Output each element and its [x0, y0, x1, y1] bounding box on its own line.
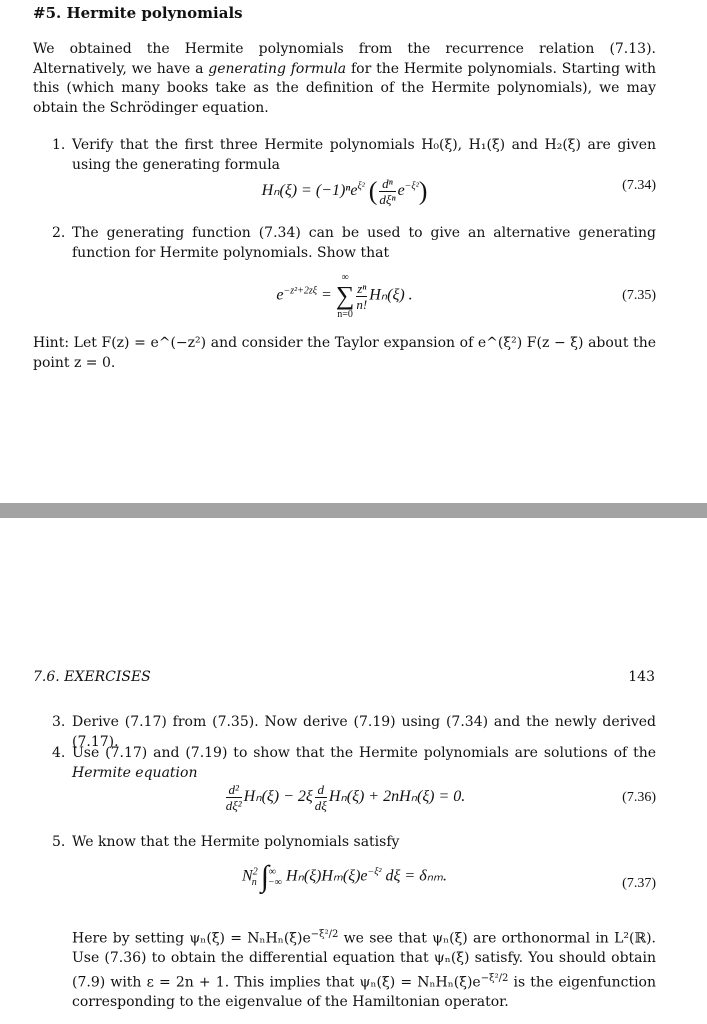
- list-item: [52, 224, 656, 263]
- eq-text: Hₙ(ξ)Hₘ(ξ)e: [285, 867, 368, 885]
- eq-text: Hₙ(ξ) .: [369, 286, 413, 304]
- item-text: Derive (7.17) from (7.35). Now derive (7.19) using (7.34) and the newly derived (7.17).: [72, 714, 656, 750]
- frac-num: d²: [228, 782, 239, 797]
- frac-num: d: [317, 782, 325, 797]
- item-number: 4.: [52, 745, 66, 761]
- list-item: [52, 833, 656, 853]
- eq-sub: n: [251, 876, 257, 888]
- eq-text: dξ = δₙₘ.: [381, 867, 447, 885]
- closing-paragraph: [52, 925, 656, 1012]
- eq-text: Hₙ(ξ) = (−1)ⁿe: [261, 182, 358, 200]
- item-text: Use (7.17) and (7.19) to show that the Hermite polynomials are solutions of the: [72, 745, 656, 761]
- eq-sup: −ξ²/2: [480, 972, 509, 984]
- equation-number: (7.36): [622, 790, 656, 805]
- eq-text: Hₙ(ξ) + 2nHₙ(ξ) = 0.: [328, 788, 466, 806]
- page-number: 143: [628, 669, 655, 685]
- equation-number: (7.35): [622, 288, 656, 303]
- intro-text: We obtained the Hermite polynomials from the recurrence relation (7.13). Alternatively, we have a: [33, 41, 656, 77]
- frac-den: dξ²: [225, 798, 242, 813]
- eq-sup: −ξ²: [404, 180, 419, 192]
- eq-text: Hₙ(ξ) − 2ξ: [243, 788, 313, 806]
- item-number: 5.: [52, 834, 66, 850]
- equation-7-37: [33, 858, 656, 908]
- sum-sign: ∑: [335, 281, 355, 310]
- running-head: 7.6. EXERCISES: [33, 669, 151, 685]
- equation-7-34: Hₙ(ξ) = (−1)ⁿe$^{\xi^2}$ ( $\frac{\text{dⁿ}}{\text{dξⁿ}}$ $e^{-\xi^2}$) (7.34): [261, 176, 656, 207]
- frac-den: dξ: [314, 798, 327, 813]
- intro-paragraph: [33, 40, 656, 118]
- frac-den: dξⁿ: [379, 192, 396, 207]
- item-text: We know that the Hermite polynomials satisfy: [72, 834, 400, 850]
- equation-number: (7.37): [622, 876, 656, 891]
- frac-num: dⁿ: [382, 176, 393, 191]
- frac-den: n!: [356, 296, 368, 312]
- equation-7-35: [33, 272, 656, 322]
- eq-sup: 2: [252, 866, 258, 878]
- sum-upper: ∞: [341, 272, 349, 283]
- hint-paragraph: Hint: Let F(z) = e^(−z²) and consider the Taylor expansion of e^(ξ²) F(z − ξ) about the point z = 0.: [33, 335, 656, 371]
- eq-sup: −ξ²: [367, 866, 382, 878]
- item-emphasis: Hermite equation: [72, 764, 198, 781]
- equation-7-36: [33, 780, 656, 820]
- eq-text: e: [397, 182, 405, 200]
- eq-text: e: [276, 286, 284, 304]
- item-text: The generating function (7.34) can be used to give an alternative generating function for Hermite polynomials. Show that: [72, 225, 656, 261]
- item-number: 3.: [52, 714, 66, 730]
- intro-text: for the Hermite polynomials. Starting with this (which many books take as the definition of the Hermite polynomials), we may obtain the Schrödinger equation.: [33, 60, 656, 116]
- eq-sup: ξ²: [357, 180, 365, 192]
- equation-number: (7.34): [622, 178, 656, 193]
- eq-sup: −z²+2zξ: [283, 285, 318, 297]
- list-item: [52, 744, 656, 783]
- page-separator: [0, 503, 707, 518]
- frac-num: zⁿ: [357, 280, 367, 296]
- eq-sup: −ξ²/2: [310, 929, 339, 940]
- integral-lower: −∞: [268, 876, 282, 888]
- integral-sign: ∫: [260, 860, 269, 893]
- sum-lower: n=0: [337, 309, 353, 320]
- closing-text: Here by setting ψₙ(ξ) = NₙHₙ(ξ)e: [72, 930, 311, 947]
- closing-text: is the eigenfunction corresponding to the eigenvalue of the Hamiltonian operator.: [72, 974, 656, 1010]
- closing-text: we see that ψₙ(ξ) are orthonormal in L²(ℝ). Use (7.36) to obtain the differential equation that ψₙ(ξ) satisfy. You should obtain (7.9) with ε = 2n + 1. This implies that ψₙ(ξ) = NₙHₙ(ξ)e: [72, 930, 656, 991]
- eq-text: N: [242, 867, 253, 885]
- item-text: Verify that the first three Hermite polynomials H₀(ξ), H₁(ξ) and H₂(ξ) are given using the generating formula: [72, 137, 656, 173]
- item-number: 1.: [52, 137, 66, 153]
- integral-upper: ∞: [268, 866, 277, 878]
- eq-text: =: [317, 286, 336, 304]
- item-number: 2.: [52, 225, 66, 241]
- intro-emphasis: generating formula: [208, 60, 347, 77]
- problem-title: #5. Hermite polynomials: [33, 4, 243, 22]
